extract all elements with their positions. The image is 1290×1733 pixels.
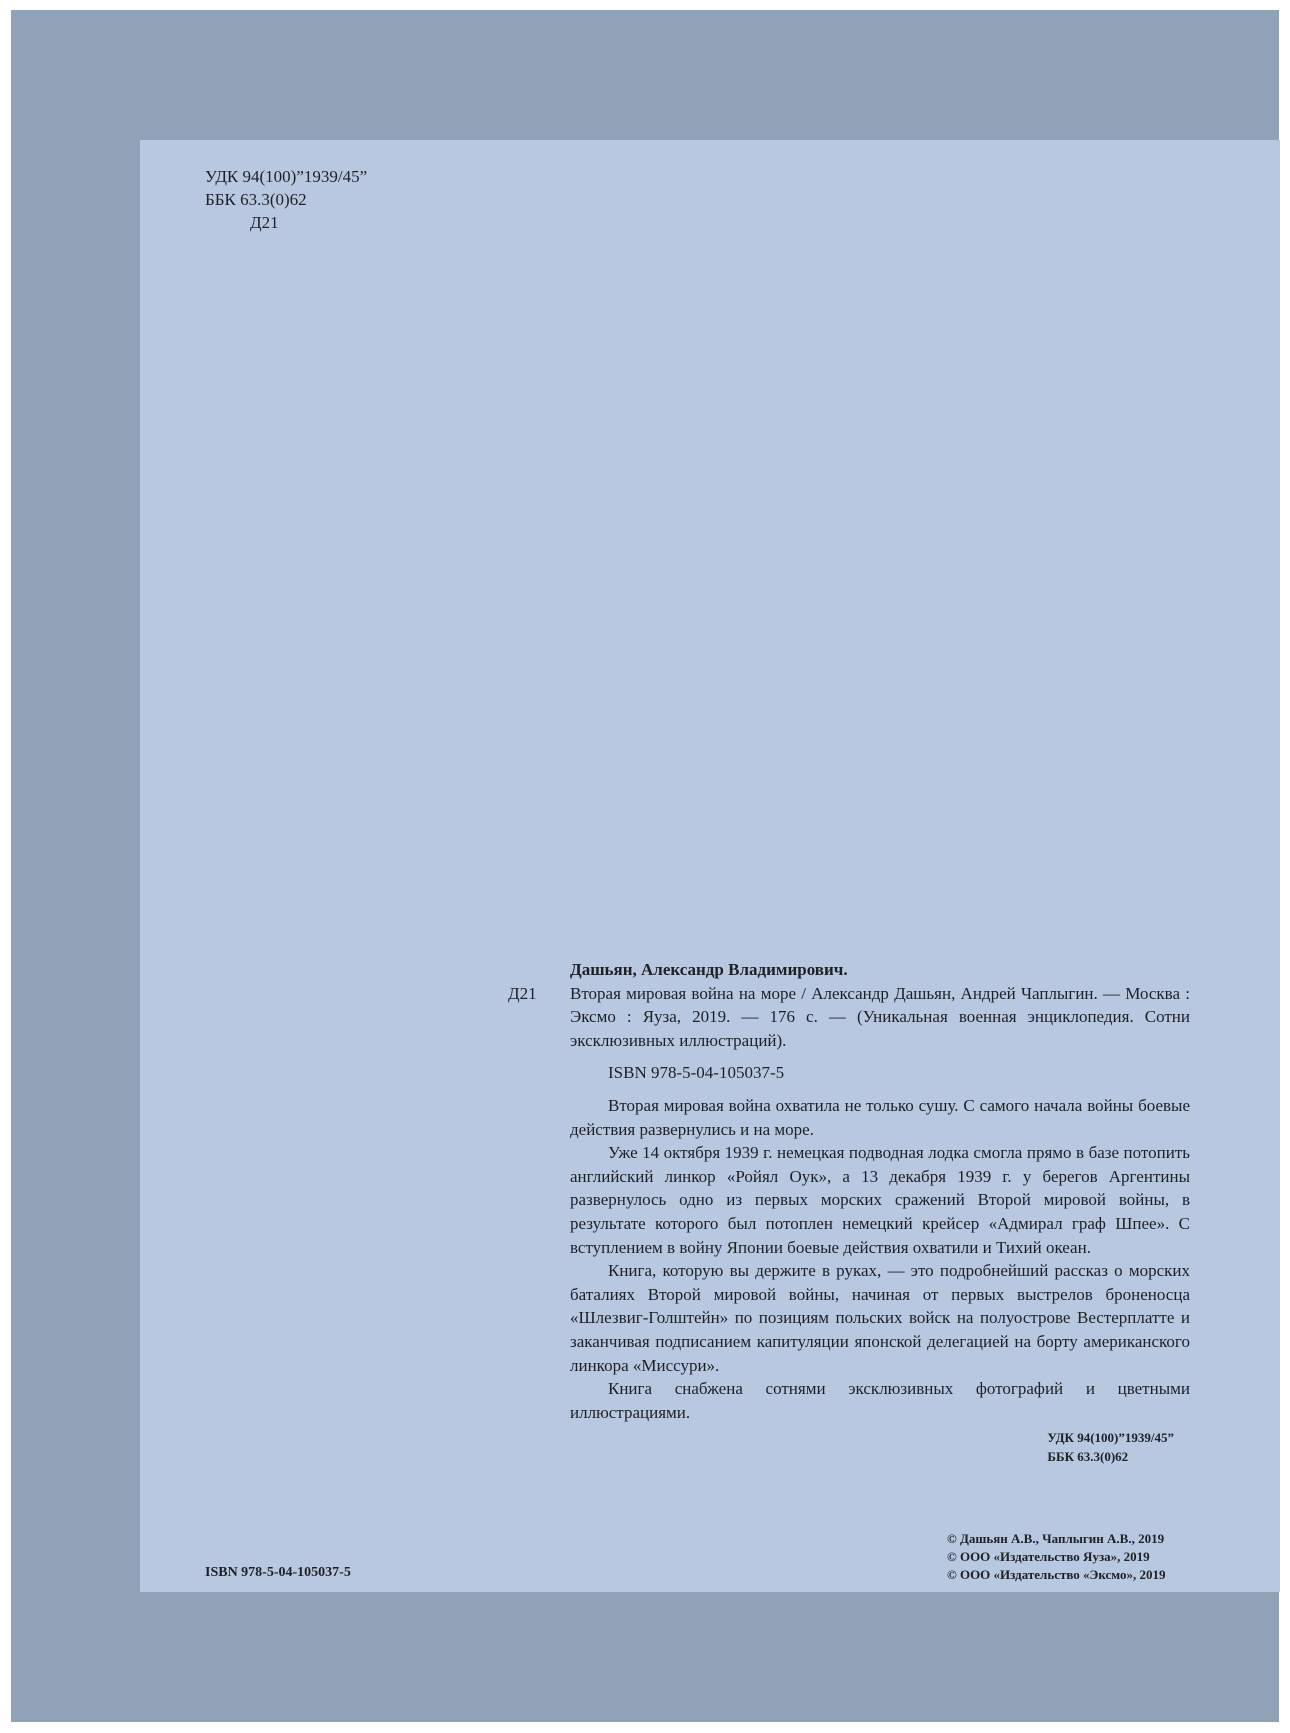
card-author: Дашьян, Александр Владимирович. <box>570 960 848 979</box>
isbn-bottom: ISBN 978-5-04-105037-5 <box>205 1565 351 1580</box>
bbk-code: ББК 63.3(0)62 <box>205 190 307 209</box>
card-sign: Д21 <box>508 983 537 1003</box>
copyright-line: © Дашьян А.В., Чаплыгин А.В., 2019 <box>947 1531 1165 1546</box>
abstract-paragraph: Вторая мировая война охватила не только сушу. С самого начала войны боевые действия развернулись и на море. <box>570 1095 1190 1139</box>
udk-code: УДК 94(100)”1939/45” <box>205 167 368 186</box>
card-description-row <box>508 982 1190 1053</box>
card-abstract <box>508 1094 1190 1424</box>
classification-codes-bottom <box>1047 1428 1174 1466</box>
udk-code-bottom: УДК 94(100)”1939/45” <box>1047 1430 1174 1445</box>
abstract-paragraph: Книга снабжена сотнями эксклюзивных фотографий и цветными иллюстрациями. <box>570 1379 1190 1422</box>
copyright-block <box>947 1530 1166 1584</box>
card-description: Вторая мировая война на море / Александр Дашьян, Андрей Чаплыгин. — Москва : Эксмо : Яуза, 2019. — 176 с. — (Уникальная военная энциклопедия. Сотни эксклюзивных иллюстраций). <box>570 983 1190 1050</box>
abstract-paragraph: Книга, которую вы держите в руках, — это подробнейший рассказ о морских баталиях Второй мировой войны, начиная от первых выстрелов броненосца «Шлезвиг-Голштейн» по позициям польских войск на полуострове Вестерплатте и заканчивая подписанием капитуляции японской делегацией на борту американского линкора «Миссури». <box>570 1261 1190 1375</box>
card-isbn: ISBN 978-5-04-105037-5 <box>608 1063 785 1083</box>
catalog-card <box>508 958 1190 1424</box>
bbk-code-bottom: ББК 63.3(0)62 <box>1047 1449 1129 1464</box>
copyright-line: © ООО «Издательство «Эксмо», 2019 <box>947 1567 1166 1582</box>
abstract-paragraph: Уже 14 октября 1939 г. немецкая подводная лодка смогла прямо в базе потопить английский линкор «Ройял Оук», а 13 декабря 1939 г. у берегов Аргентины развернулось одно из первых морских сражений Второй мировой войны, в результате которого был потоплен немецкий крейсер «Адмирал граф Шпее». С вступлением в войну Японии боевые действия охватили и Тихий океан. <box>570 1143 1190 1257</box>
author-sign: Д21 <box>250 213 279 232</box>
classification-codes-top <box>205 165 367 234</box>
copyright-line: © ООО «Издательство Яуза», 2019 <box>947 1549 1150 1564</box>
